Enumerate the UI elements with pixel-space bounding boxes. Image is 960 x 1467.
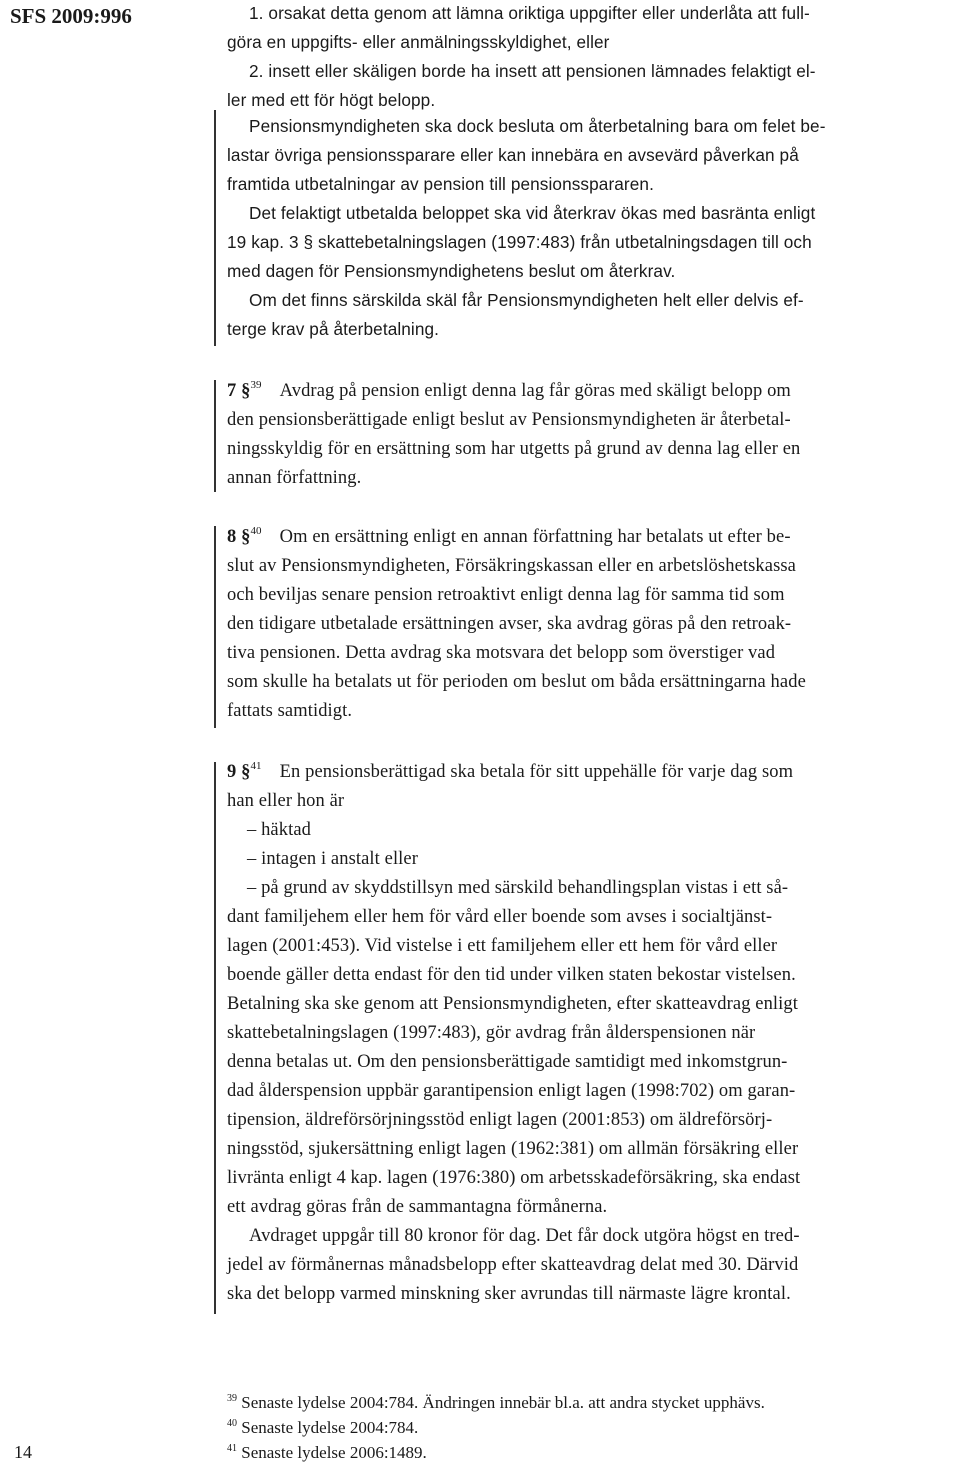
text-line: ett avdrag göras från de sammantagna förmånerna. — [227, 1197, 608, 1217]
footnote-number: 39 — [227, 1393, 237, 1404]
footnote-text: Senaste lydelse 2004:784. — [241, 1418, 419, 1437]
list-item: – häktad — [247, 820, 311, 840]
text-line: med dagen för Pensionsmyndighetens beslut om återkrav. — [227, 261, 676, 281]
text-line: annan författning. — [227, 468, 362, 488]
footnote-number: 41 — [227, 1443, 237, 1454]
text-line: terge krav på återbetalning. — [227, 319, 440, 339]
footnote-ref: 41 — [250, 760, 262, 772]
text-line: ningsskyldig för en ersättning som har utgetts på grund av denna lag eller en — [227, 439, 801, 459]
section-number: 8 § — [227, 527, 251, 547]
footnotes — [227, 1392, 765, 1467]
footnote-ref: 39 — [250, 379, 262, 391]
text-line: Om det finns särskilda skäl får Pensionsmyndigheten helt eller delvis ef- — [249, 290, 804, 310]
text-line: Betalning ska ske genom att Pensionsmyndigheten, efter skatteavdrag enligt — [227, 994, 798, 1014]
list-item: – intagen i anstalt eller — [247, 849, 418, 869]
text-line: boende gäller detta endast för den tid under vilken staten bekostar vistelsen. — [227, 965, 796, 985]
change-bar — [214, 110, 216, 346]
amendment-block — [227, 112, 955, 344]
intro-block — [227, 0, 955, 115]
footnote — [227, 1392, 765, 1417]
text-line: dant familjehem eller hem för vård eller boende som avses i socialtjänst- — [227, 907, 773, 927]
text-line: han eller hon är — [227, 791, 345, 811]
text-line: ningsstöd, sjukersättning enligt lagen (1962:381) om allmän försäkring eller — [227, 1139, 799, 1159]
footnote-ref: 40 — [250, 525, 262, 537]
section-8 — [227, 523, 955, 726]
text-line: lastar övriga pensionssparare eller kan innebära en avsevärd påverkan på — [227, 145, 799, 165]
text-line: dad ålderspension uppbär garantipension enligt lagen (1998:702) om garan- — [227, 1081, 796, 1101]
text-line: lagen (2001:453). Vid vistelse i ett familjehem eller ett hem för vård eller — [227, 936, 778, 956]
text-line: 19 kap. 3 § skattebetalningslagen (1997:483) från utbetalningsdagen till och — [227, 232, 812, 252]
text-line: och beviljas senare pension retroaktivt enligt denna lag för samma tid som — [227, 585, 785, 605]
text-line: tiva pensionen. Detta avdrag ska motsvara det belopp som överstiger vad — [227, 643, 776, 663]
text-line: den pensionsberättigade enligt beslut av Pensionsmyndigheten är återbetal- — [227, 410, 791, 430]
text-line: tipension, äldreförsörjningsstöd enligt lagen (2001:853) om äldreförsörj- — [227, 1110, 773, 1130]
text-line: denna betalas ut. Om den pensionsberättigade samtidigt med inkomstgrun- — [227, 1052, 788, 1072]
text-line: som skulle ha betalats ut för perioden om beslut om båda ersättningarna hade — [227, 672, 806, 692]
footnote — [227, 1417, 765, 1442]
section-9 — [227, 758, 955, 1309]
change-bar — [214, 762, 216, 1314]
text-line: slut av Pensionsmyndigheten, Försäkringskassan eller en arbetslöshetskassa — [227, 556, 796, 576]
text-line: fattats samtidigt. — [227, 701, 353, 721]
text-line: den tidigare utbetalade ersättningen avser, ska avdrag göras på den retroak- — [227, 614, 792, 634]
page-number: 14 — [14, 1442, 32, 1462]
section-number: 9 § — [227, 762, 251, 782]
text-line: Om en ersättning enligt en annan författning har betalats ut efter be- — [279, 527, 791, 547]
text-line: En pensionsberättigad ska betala för sitt uppehälle för varje dag som — [279, 762, 794, 782]
text-line: Avdrag på pension enligt denna lag får göras med skäligt belopp om — [279, 381, 791, 401]
change-bar — [214, 380, 216, 492]
text-line: jedel av förmånernas månadsbelopp efter skatteavdrag delat med 30. Därvid — [227, 1255, 799, 1275]
list-item: – på grund av skyddstillsyn med särskild behandlingsplan vistas i ett så- — [247, 878, 789, 898]
text-line: framtida utbetalningar av pension till pensionsspararen. — [227, 174, 654, 194]
footnote — [227, 1442, 765, 1467]
text-line: ler med ett för högt belopp. — [227, 90, 436, 110]
text-line: skattebetalningslagen (1997:483), gör avdrag från ålderspensionen när — [227, 1023, 756, 1043]
text-line: ska det belopp varmed minskning sker avrundas till närmaste lägre krontal. — [227, 1284, 791, 1304]
footnote-text: Senaste lydelse 2006:1489. — [241, 1443, 427, 1462]
text-line: livränta enligt 4 kap. lagen (1976:380) om arbetsskadeförsäkring, ska endast — [227, 1168, 801, 1188]
text-line: Avdraget uppgår till 80 kronor för dag. Det får dock utgöra högst en tred- — [249, 1226, 800, 1246]
sfs-number: SFS 2009:996 — [10, 4, 132, 28]
footnote-number: 40 — [227, 1418, 237, 1429]
text-line: göra en uppgifts- eller anmälningsskyldighet, eller — [227, 32, 610, 52]
section-number: 7 § — [227, 381, 251, 401]
section-7 — [227, 377, 955, 493]
text-line: Det felaktigt utbetalda beloppet ska vid återkrav ökas med basränta enligt — [249, 203, 816, 223]
change-bar — [214, 526, 216, 728]
text-line: 2. insett eller skäligen borde ha insett att pensionen lämnades felaktigt el- — [249, 61, 816, 81]
text-line: 1. orsakat detta genom att lämna oriktiga uppgifter eller underlåta att full- — [249, 3, 810, 23]
text-line: Pensionsmyndigheten ska dock besluta om återbetalning bara om felet be- — [249, 116, 826, 136]
footnote-text: Senaste lydelse 2004:784. Ändringen innebär bl.a. att andra stycket upphävs. — [241, 1393, 765, 1412]
